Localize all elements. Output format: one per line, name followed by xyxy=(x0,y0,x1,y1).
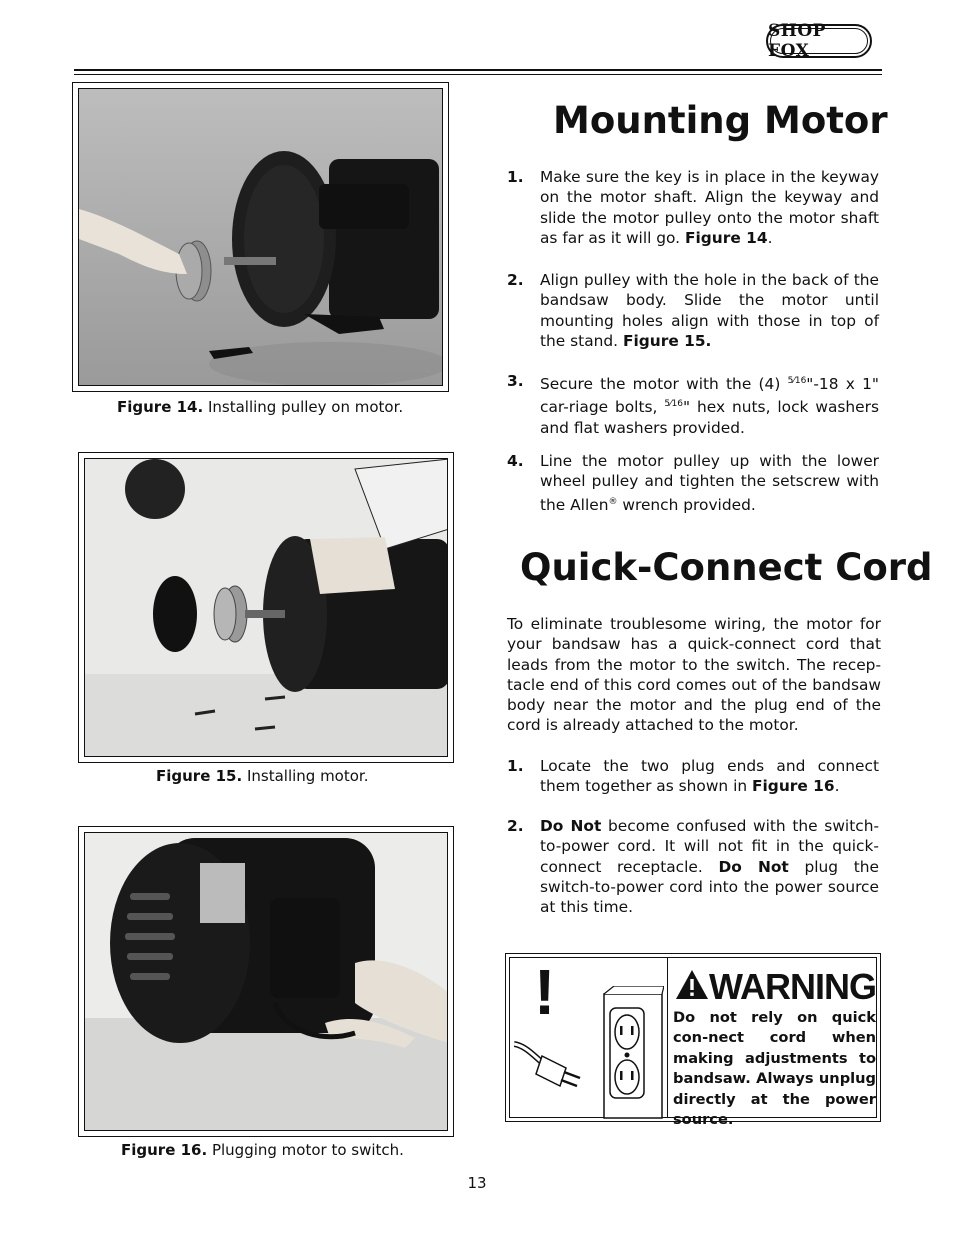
step-number: 3. xyxy=(507,372,524,390)
figure-caption-text: Plugging motor to switch. xyxy=(211,1141,404,1159)
fraction: 5⁄16 xyxy=(787,376,807,386)
motor-pulley-illustration xyxy=(79,89,443,386)
page-number: 13 xyxy=(467,1174,487,1192)
step-text xyxy=(540,270,879,351)
warning-text: Do not rely on quick con-nect cord when making adjustments to bandsaw. Always unplug directly at the power source. xyxy=(673,1009,876,1129)
figure-16-caption xyxy=(121,1141,404,1159)
step-body: become confused with the switch-to-power cord. It will not fit in the quick-connect receptacle. xyxy=(540,817,879,876)
figure-caption-text: Installing motor. xyxy=(246,767,369,785)
figure-label: Figure 14. xyxy=(117,398,204,416)
step-body: Make sure the key is in place in the keyway on the motor shaft. Align the keyway and slide the motor pulley onto the motor shaft as far as it will go. xyxy=(540,168,879,247)
step-body: Locate the two plug ends and connect them together as shown in xyxy=(540,757,879,796)
plug-connect-illustration xyxy=(85,833,448,1131)
step-number: 1. xyxy=(507,757,524,775)
step-text xyxy=(540,756,879,797)
motor-install-illustration xyxy=(85,459,448,757)
step-body: "-18 x 1" car-riage bolts, xyxy=(540,375,879,417)
step-text xyxy=(540,451,879,515)
mounting-step-3 xyxy=(507,371,879,437)
step-number: 1. xyxy=(507,168,524,186)
step-number: 4. xyxy=(507,452,524,470)
step-body: Align pulley with the hole in the back of the bandsaw body. Slide the motor until mounting holes align with those in top of the stand. xyxy=(540,271,879,350)
step-text xyxy=(540,167,879,248)
step-body: Line the motor pulley up with the lower wheel pulley and tighten the setscrew with the Allen xyxy=(540,452,879,514)
figure-caption-text: Installing pulley on motor. xyxy=(207,398,404,416)
figure-ref: Figure 16 xyxy=(752,777,835,796)
warning-box xyxy=(505,953,881,1129)
quick-connect-heading: Quick-Connect Cord xyxy=(520,546,933,589)
step-text xyxy=(540,371,879,438)
figure-16-photo xyxy=(78,826,454,1137)
figure-14-caption xyxy=(117,398,403,416)
quick-connect-intro: To eliminate troublesome wiring, the motor for your bandsaw has a quick-connect cord that leads from the motor to the switch. The recep-tacle end of this cord comes out of the bandsaw body near the motor and the plug end of the cord is already attached to the motor. xyxy=(507,615,881,735)
header-rule-thin xyxy=(74,74,882,75)
step-number: 2. xyxy=(507,271,524,289)
fraction: 5⁄16 xyxy=(664,399,684,410)
photo-area xyxy=(84,458,448,757)
photo-area xyxy=(78,88,443,386)
mounting-step-2 xyxy=(507,270,879,352)
header-rule xyxy=(74,69,882,71)
quick-step-1 xyxy=(507,756,879,798)
warning-title: WARNING xyxy=(709,966,876,1007)
step-number: 2. xyxy=(507,817,524,835)
warning-triangle-icon xyxy=(675,969,709,1000)
exclamation-icon: ! xyxy=(534,956,556,1028)
photo-area xyxy=(84,832,448,1131)
figure-ref: Figure 15. xyxy=(622,331,712,350)
figure-14-photo xyxy=(72,82,449,392)
mounting-step-4 xyxy=(507,451,879,513)
figure-ref: Figure 14 xyxy=(684,228,768,247)
step-body: wrench provided. xyxy=(617,495,756,514)
step-text xyxy=(540,816,879,917)
mounting-step-1 xyxy=(507,167,879,249)
logo-text: SHOP FOX xyxy=(768,21,826,61)
figure-15-photo xyxy=(78,452,454,763)
do-not-emphasis: Do Not xyxy=(540,817,602,835)
step-body: plug the switch-to-power cord into the power source at this time. xyxy=(540,857,879,917)
figure-15-caption xyxy=(156,767,368,785)
figure-label: Figure 15. xyxy=(156,767,243,785)
shop-fox-logo xyxy=(766,21,872,61)
step-period: . xyxy=(834,777,840,796)
mounting-motor-heading: Mounting Motor xyxy=(553,99,888,142)
step-body: Secure the motor with the (4) xyxy=(540,375,781,394)
warning-divider xyxy=(667,958,668,1117)
registered-mark: ® xyxy=(608,496,618,507)
step-period: . xyxy=(767,228,773,247)
do-not-emphasis: Do Not xyxy=(718,857,789,876)
warning-box-inner xyxy=(509,956,877,1129)
quick-step-2 xyxy=(507,816,879,918)
step-body: " hex nuts, lock washers and flat washers provided. xyxy=(540,398,879,437)
figure-label: Figure 16. xyxy=(121,1141,208,1159)
electrical-outlet-plug-icon xyxy=(514,986,664,1120)
